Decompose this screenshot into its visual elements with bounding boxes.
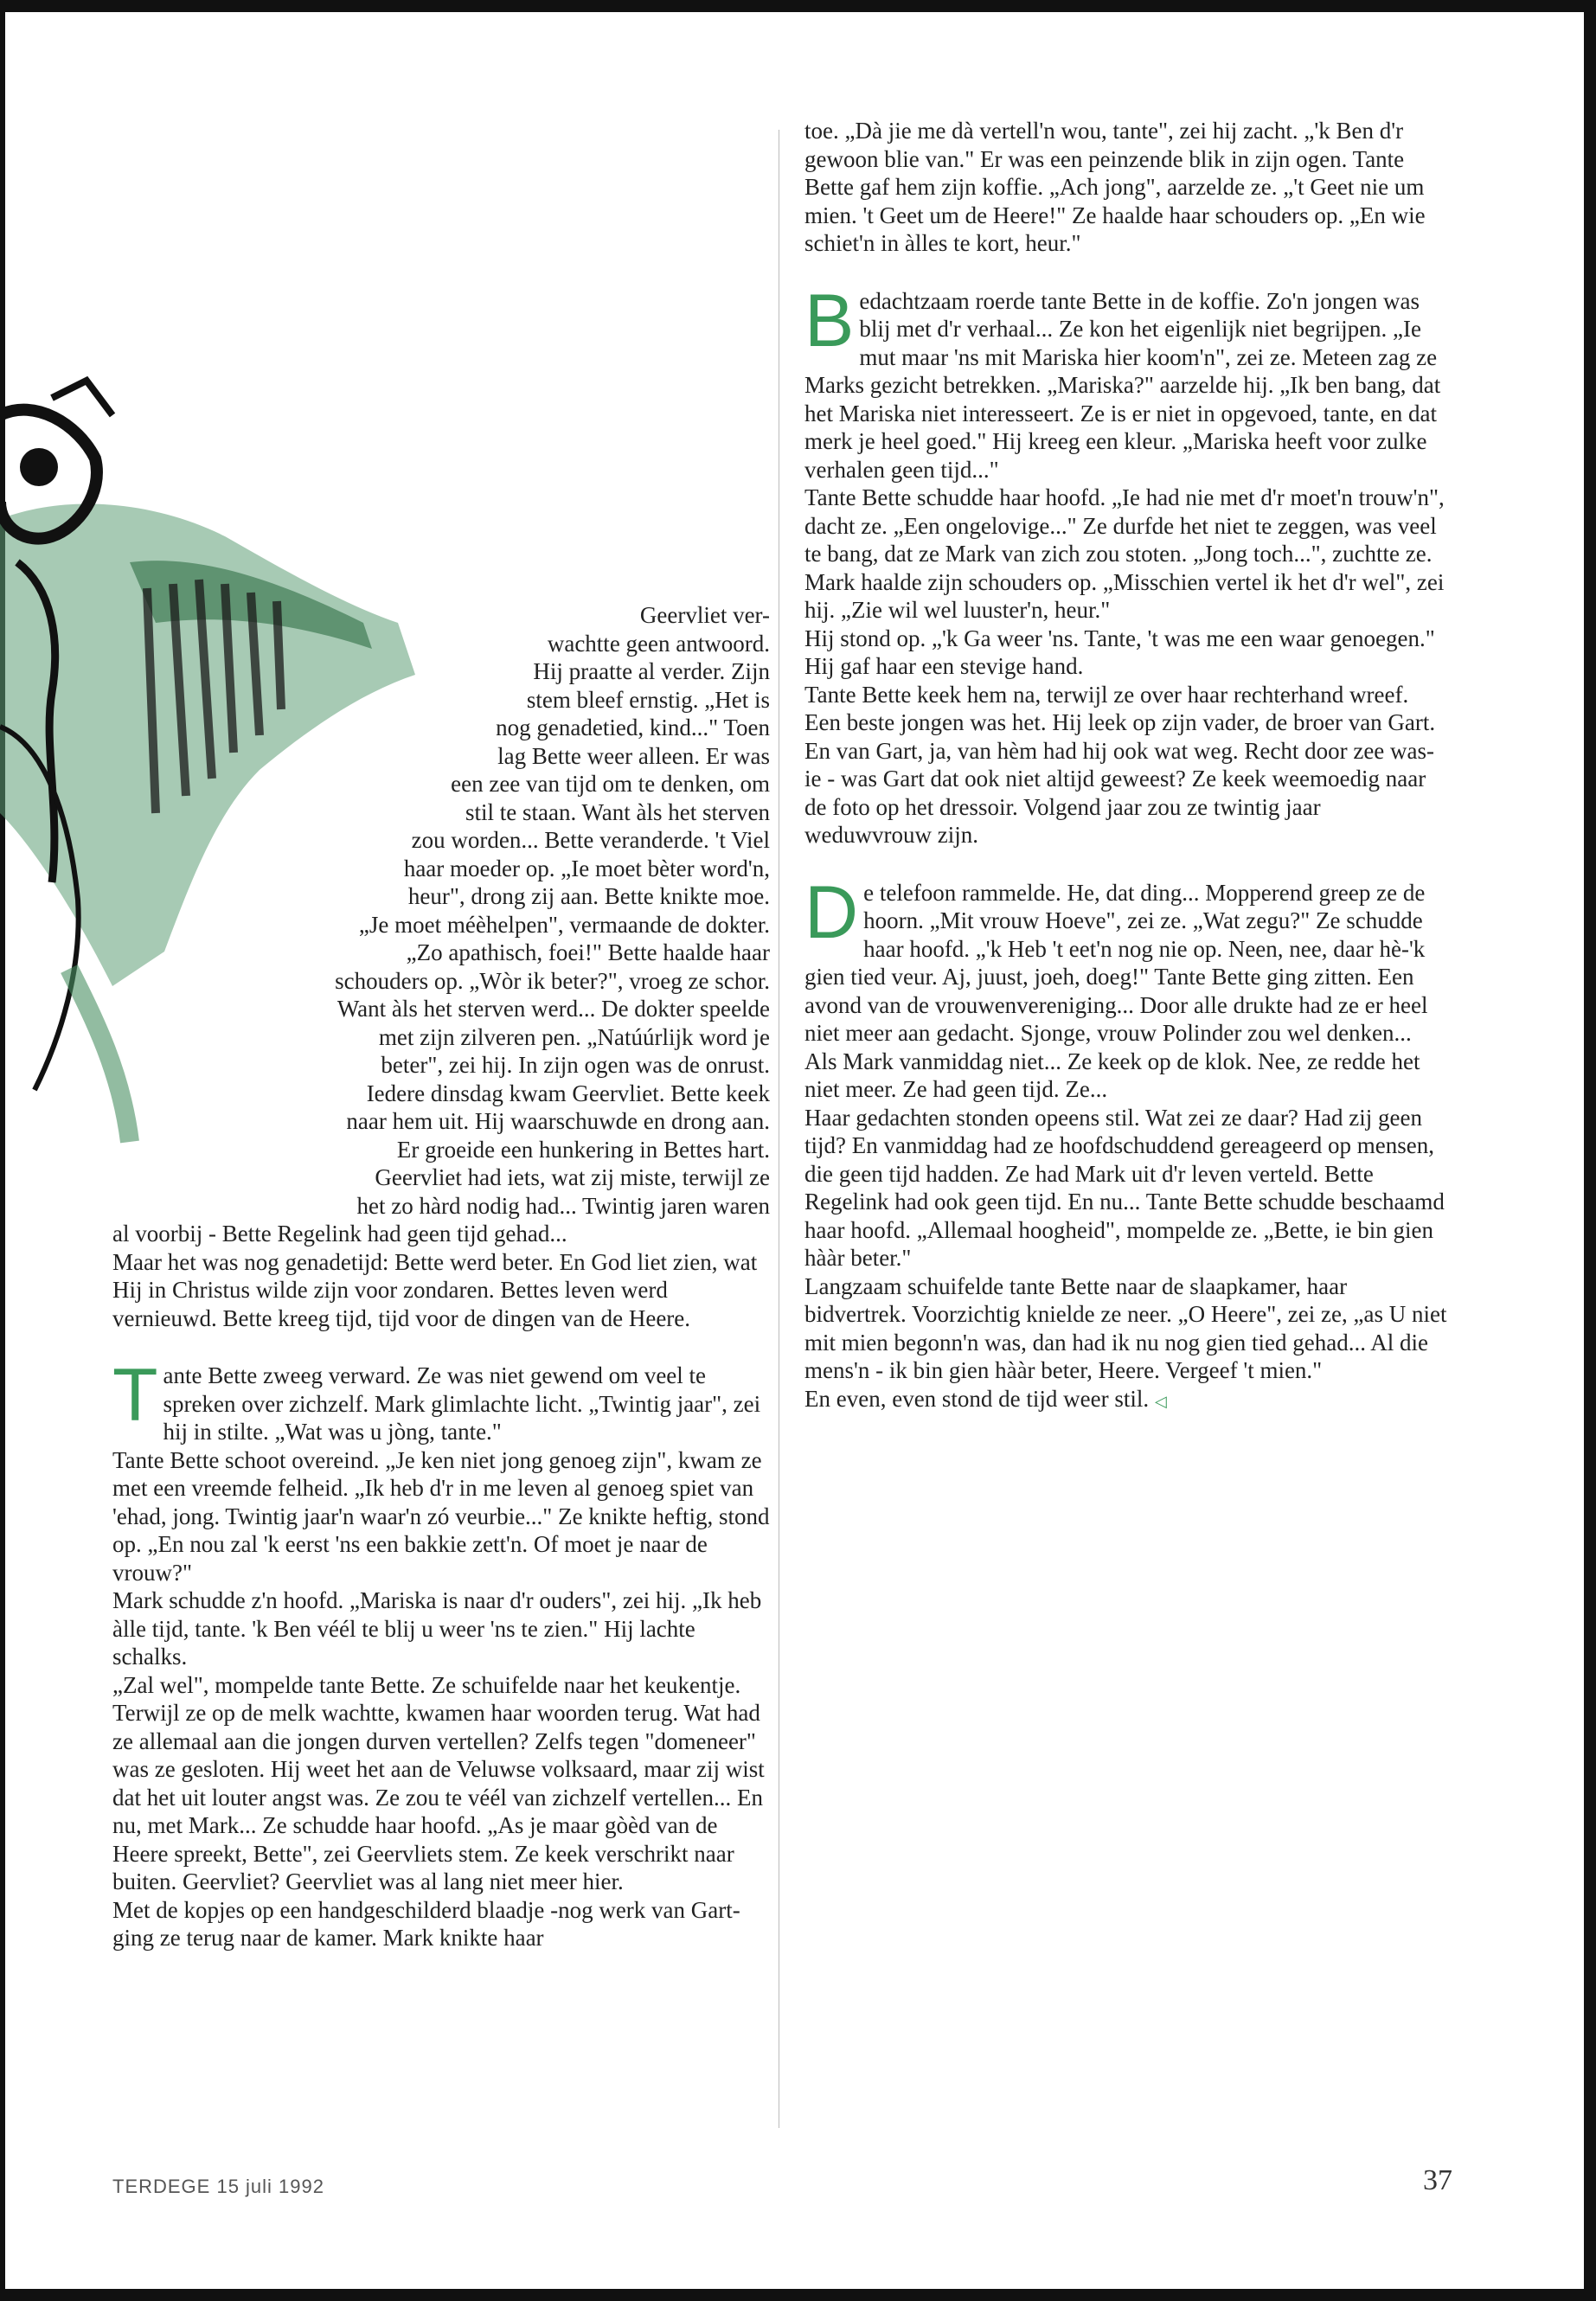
text-line: Iedere dinsdag kwam Geervliet. Bette keek [366, 1080, 770, 1106]
text-line: heur", drong zij aan. Bette knikte moe. [407, 883, 770, 909]
page-number: 37 [1423, 2164, 1452, 2196]
paragraph: Tante Bette schudde haar hoofd. „Ie had nie met d'r moet'n trouw'n", dacht ze. „Een ongelovige..." Ze durfde het niet te zeggen, was veel te bang, dat ze Mark van zich zou stoten. „Jong toch...", zuchtte ze. Mark haalde zijn schouders op. „Misschien vertel ik het d'r wel", zei hij. „Zie wil wel luuster'n, heur." [804, 484, 1445, 623]
paragraph: Tante Bette schoot overeind. „Je ken niet jong genoeg zijn", kwam ze met een vreemde felheid. „Ik heb d'r in me leven al genoeg spiet van 'ehad, jong. Twintig jaar'n waar'n zó veurbie..." Ze knikte heftig, stond op. „En nou zal 'k eerst 'ns een bakkie zett'n. Of moet je naar de vrouw?" [112, 1446, 770, 1586]
paragraph: Hij stond op. „'k Ga weer 'ns. Tante, 't was me een waar genoegen." Hij gaf haar een stevige hand. [804, 625, 1435, 679]
text-line: Er groeide een hunkering in Bettes hart. [396, 1136, 770, 1163]
closing-paragraph [804, 1385, 1449, 1416]
section-d [804, 870, 1449, 1048]
text-line: nog genadetied, kind..." Toen [496, 715, 770, 740]
paragraph: Terwijl ze op de melk wachtte, kwamen haar woorden terug. Wat had ze allemaal aan die jongen durven vertellen? Zelfs tegen "domeneer" was ze gesloten. Hij weet het aan de Veluwse volksaard, maar zij wist dat het uit louter angst was. Ze zou te véél van zichzelf vertellen... En nu, met Mark... Ze schudde haar hoofd. „As je maar gòèd van de Heere spreekt, Bette", zei Geervliets stem. Ze keek verschrikt naar buiten. Geervliet? Geervliet was al lang niet meer hier. [112, 1700, 765, 1894]
paragraph: al voorbij - Bette Regelink had geen tijd gehad... [112, 1221, 567, 1247]
section-b [804, 279, 1449, 484]
paragraph: toe. „Dà jie me dà vertell'n wou, tante", zei hij zacht. „'k Ben d'r gewoon blie van." Er was een peinzende blik in zijn ogen. Tante Bette gaf hem zijn koffie. „Ach jong", aarzelde ze. „'t Geet nie um mien. 't Geet um de Heere!" Ze haalde haar schouders op. „En wie schiet'n in àlles te kort, heur." [804, 118, 1426, 256]
wrapped-text-block [112, 601, 770, 1220]
paragraph: Haar gedachten stonden opeens stil. Wat zei ze daar? Had zij geen tijd? En vanmiddag had ze hoofdschuddend gereageerd op mensen, die geen tijd hadden. Ze had Mark uit d'r leven verteld. Bette Regelink had ook geen tijd. En nu... Tante Bette schudde beschaamd haar hoofd. „Allemaal hoogheid", mompelde ze. „Bette, ie bin gien hààr beter." [804, 1104, 1445, 1271]
publication-footer: TERDEGE 15 juli 1992 [112, 2176, 324, 2197]
paragraph: Als Mark vanmiddag niet... Ze keek op de klok. Nee, ze redde het niet meer. Ze had geen tijd. Ze... [804, 1048, 1420, 1102]
text-line: „Zo apathisch, foei!" Bette haalde haar [406, 939, 770, 965]
text-line: Geervliet had iets, wat zij miste, terwijl ze [375, 1164, 770, 1190]
text-line: Want àls het sterven werd... De dokter speelde [337, 996, 770, 1022]
paragraph: e telefoon rammelde. He, dat ding... Mopperend greep ze de hoorn. „Mit vrouw Hoeve", zei ze. „Wat zegu?" Ze schudde haar hoofd. „'k Heb 't eet'n nog nie op. Neen, nee, daar hè-'k gien tied veur. Aj, juust, joeh, doeg!" Tante Bette ging zitten. Een avond van de vrouwenvereniging... Door alle drukte had ze er heel niet meer aan gedacht. Sjonge, vrouw Polinder zou wel denken... [804, 879, 1428, 1046]
scan-border-bottom [0, 2289, 1596, 2301]
drop-cap: B [804, 279, 855, 362]
text-line: schouders op. „Wòr ik beter?", vroeg ze schor. [335, 967, 770, 994]
text-line: een zee van tijd om te denken, om [451, 771, 770, 797]
text-line: het zo hàrd nodig had... Twintig jaren waren [356, 1192, 770, 1219]
paragraph: Tante Bette keek hem na, terwijl ze over haar rechterhand wreef. Een beste jongen was het. Hij leek op zijn vader, de broer van Gart. En van Gart, ja, van hèm had hij ook wat weg. Recht door zee was-ie - was Gart dat ook niet altijd geweest? Ze keek weemoedig naar de foto op het dressoir. Volgend jaar zou ze twintig jaar weduwvrouw zijn. [804, 681, 1436, 848]
text-line: naar hem uit. Hij waarschuwde en drong aan. [346, 1108, 770, 1134]
text-line: haar moeder op. „Ie moet bèter word'n, [403, 855, 770, 881]
drop-cap: T [112, 1354, 158, 1437]
paragraph: edachtzaam roerde tante Bette in de koffie. Zo'n jongen was blij met d'r verhaal... Ze kon het eigenlijk niet begrijpen. „Ie mut maar 'ns mit Mariska hier koom'n", zei ze. Meteen zag ze Marks gezicht betrekken. „Mariska?" aarzelde hij. „Ik ben bang, dat het Mariska niet interesseert. Ze is er niet in opgevoed, tante, en dat merk je heel goed." Hij kreeg een kleur. „Mariska heeft voor zulke verhalen geen tijd..." [804, 287, 1441, 483]
text-line: stem bleef ernstig. „Het is [526, 686, 770, 713]
paragraph: En even, even stond de tijd weer stil. [804, 1385, 1150, 1412]
text-line: met zijn zilveren pen. „Natúúrlijk word je [378, 1023, 770, 1050]
text-line: Hij praatte al verder. Zijn [533, 658, 770, 684]
paragraph: ante Bette zweeg verward. Ze was niet gewend om veel te spreken over zichzelf. Mark glimlachte licht. „Twintig jaar", zei hij in stilte. „Wat was u jòng, tante." [163, 1362, 761, 1445]
text-line: lag Bette weer alleen. Er was [497, 742, 770, 769]
paragraph: Maar het was nog genadetijd: Bette werd beter. En God liet zien, wat Hij in Christus wilde zijn voor zondaren. Bettes leven werd vernieuwd. Bette kreeg tijd, tijd voor de dingen van de Heere. [112, 1248, 758, 1331]
end-mark-icon: ◁ [1154, 1392, 1167, 1410]
scan-border-right [1584, 0, 1596, 2301]
text-line: zou worden... Bette veranderde. 't Viel [411, 827, 770, 853]
paragraph: Langzaam schuifelde tante Bette naar de slaapkamer, haar bidvertrek. Voorzichtig knielde ze neer. „O Heere", zei ze, „as U niet mit mien begonn'n was, dan had ik nu nog gien tied gehad... Al die mens'n - ik bin gien hààr beter, Heere. Vergeef 't mien." [804, 1272, 1447, 1383]
scan-border-top [0, 0, 1596, 12]
text-line: Geervliet ver- [639, 602, 770, 628]
paragraph: Met de kopjes op een handgeschilderd blaadje -nog werk van Gart- ging ze terug naar de kamer. Mark knikte haar [112, 1896, 740, 1951]
text-line: stil te staan. Want àls het sterven [465, 798, 770, 825]
paragraph: Mark schudde z'n hoofd. „Mariska is naar d'r ouders", zei hij. „Ik heb àlle tijd, tante. 'k Ben véél te blij u weer 'ns te zien." Hij lachte schalks. [112, 1587, 762, 1670]
text-line: wachtte geen antwoord. [547, 630, 770, 657]
section-t [112, 1354, 770, 1446]
text-line: „Je moet méèhelpen", vermaande de dokter. [358, 911, 770, 938]
paragraph: „Zal wel", mompelde tante Bette. Ze schuifelde naar het keukentje. [112, 1671, 741, 1698]
left-column [112, 601, 770, 1952]
drop-cap: D [804, 870, 859, 954]
text-line: beter", zei hij. In zijn ogen was de onrust. [381, 1052, 770, 1078]
right-column [804, 117, 1449, 1415]
